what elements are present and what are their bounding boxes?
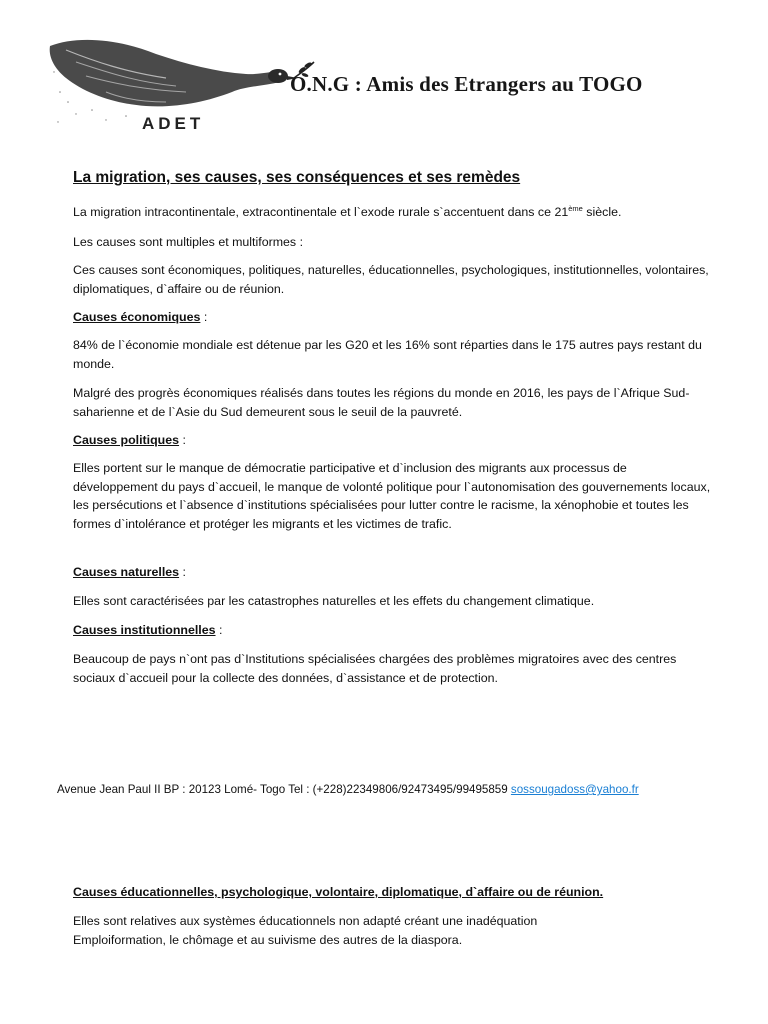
section-heading-politiques: Causes politiques : (73, 433, 186, 447)
organization-acronym: ADET (142, 114, 205, 133)
section-heading-naturelles: Causes naturelles : (73, 565, 186, 579)
section-heading-economiques: Causes économiques : (73, 310, 208, 324)
institutionnelles-paragraph-1: Beaucoup de pays n`ont pas d`Institutions spécialisées chargées des problèmes migratoires avec des centres sociaux d`accueil pour la collecte des données, d`assistance et de protection. (73, 652, 677, 685)
economiques-paragraph-1: 84% de l`économie mondiale est détenue par les G20 et les 16% sont réparties dans le 175 autres pays restant du monde. (73, 338, 702, 371)
economiques-paragraph-2: Malgré des progrès économiques réalisés dans toutes les régions du monde en 2016, les pays de l`Afrique Sud- saharienne et de l`Asie du Sud demeurent sous le seuil de la pauvreté. (73, 386, 690, 419)
email-link[interactable]: sossougadoss@yahoo.fr (510, 783, 639, 796)
intro-paragraph-3: Ces causes sont économiques, politiques, naturelles, éducationnelles, psychologiques, institutionnelles, volontaires, diplomatiques, d`affaire ou de réunion. (73, 263, 709, 296)
section-heading-institutionnelles: Causes institutionnelles : (73, 623, 223, 637)
organization-name: O.N.G : Amis des Etrangers au TOGO (290, 72, 643, 96)
politiques-paragraph-1: Elles portent sur le manque de démocratie participative et d`inclusion des migrants aux processus de développement du pays d`accueil, le manque de volonté politique pour l`autonomisation des gouvernements locaux, les persécutions et l`absence d`institutions spécialisées pour lutter contre le racisme, la xénophobie et toutes les formes d`intolérance et protéger les migrants et les victimes de trafic. (73, 461, 711, 531)
document-title: La migration, ses causes, ses conséquences et ses remèdes (73, 169, 521, 186)
section-heading-educationnelles: Causes éducationnelles, psychologique, volontaire, diplomatique, d`affaire ou de réunion. (73, 885, 604, 899)
footer-contact (57, 783, 639, 796)
footer-address: Avenue Jean Paul II BP : 20123 Lomé- Togo Tel : (+228)22349806/92473495/99495859 (57, 783, 511, 796)
intro-paragraph-1: La migration intracontinentale, extracontinentale et l`exode rurale s`accentuent dans ce 21ème siècle. (73, 203, 622, 219)
naturelles-paragraph-1: Elles sont caractérisées par les catastrophes naturelles et les effets du changement climatique. (73, 594, 595, 608)
educationnelles-paragraph-1: Elles sont relatives aux systèmes éducationnels non adapté créant une inadéquation Emploiformation, le chômage et au suivisme des autres de la diaspora. (73, 914, 538, 947)
letterhead (40, 28, 760, 140)
intro-paragraph-2: Les causes sont multiples et multiformes : (73, 235, 304, 249)
